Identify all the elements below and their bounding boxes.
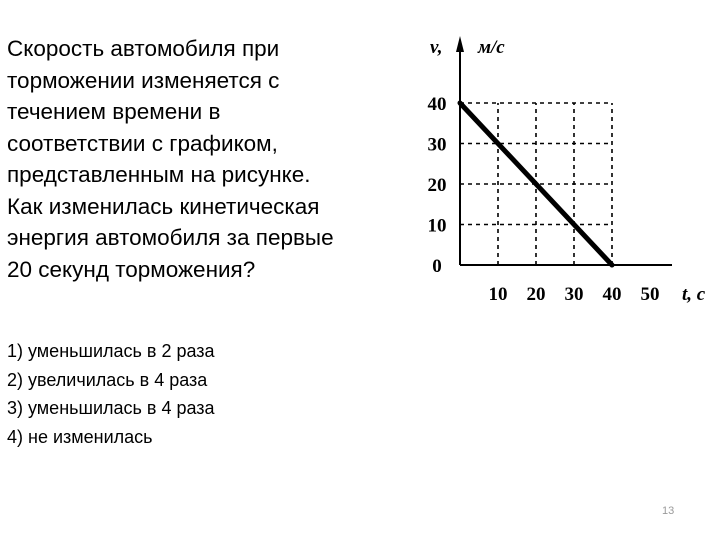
question-line: соответствии с графиком, <box>7 130 278 156</box>
y-axis-label-unit: м/с <box>478 37 505 58</box>
y-tick-label: 10 <box>427 215 447 237</box>
y-tick-label: 30 <box>427 134 447 156</box>
question-line: энергия автомобиля за первые <box>7 225 334 250</box>
answer-option: 1) уменьшилась в 2 раза <box>7 341 215 361</box>
y-axis-label-symbol: v, <box>430 37 443 58</box>
y-tick-label: 40 <box>427 94 447 115</box>
y-axis-arrow <box>456 36 464 52</box>
question-line: представленным на рисунке. <box>7 162 311 187</box>
x-axis-label: t, c <box>682 284 706 305</box>
slide-number: 13 <box>662 505 675 517</box>
x-tick-label: 20 <box>526 284 546 305</box>
question-line: Скорость автомобиля при <box>7 36 280 61</box>
x-tick-label: 50 <box>640 284 660 305</box>
answer-option: 4) не изменилась <box>7 426 153 447</box>
y-tick-label: 0 <box>432 256 442 277</box>
x-tick-label: 30 <box>564 284 584 305</box>
x-tick-label: 10 <box>488 284 508 305</box>
answer-option: 3) уменьшилась в 4 раза <box>7 398 215 418</box>
question-line: 20 секунд торможения? <box>7 256 256 282</box>
question-line: течением времени в <box>7 99 221 124</box>
question-line: торможении изменяется с <box>7 67 280 93</box>
y-tick-label: 20 <box>427 175 447 196</box>
x-tick-label: 40 <box>602 284 622 305</box>
answer-option: 2) увеличилась в 4 раза <box>7 369 208 390</box>
question-line: Как изменилась кинетическая <box>7 193 320 219</box>
